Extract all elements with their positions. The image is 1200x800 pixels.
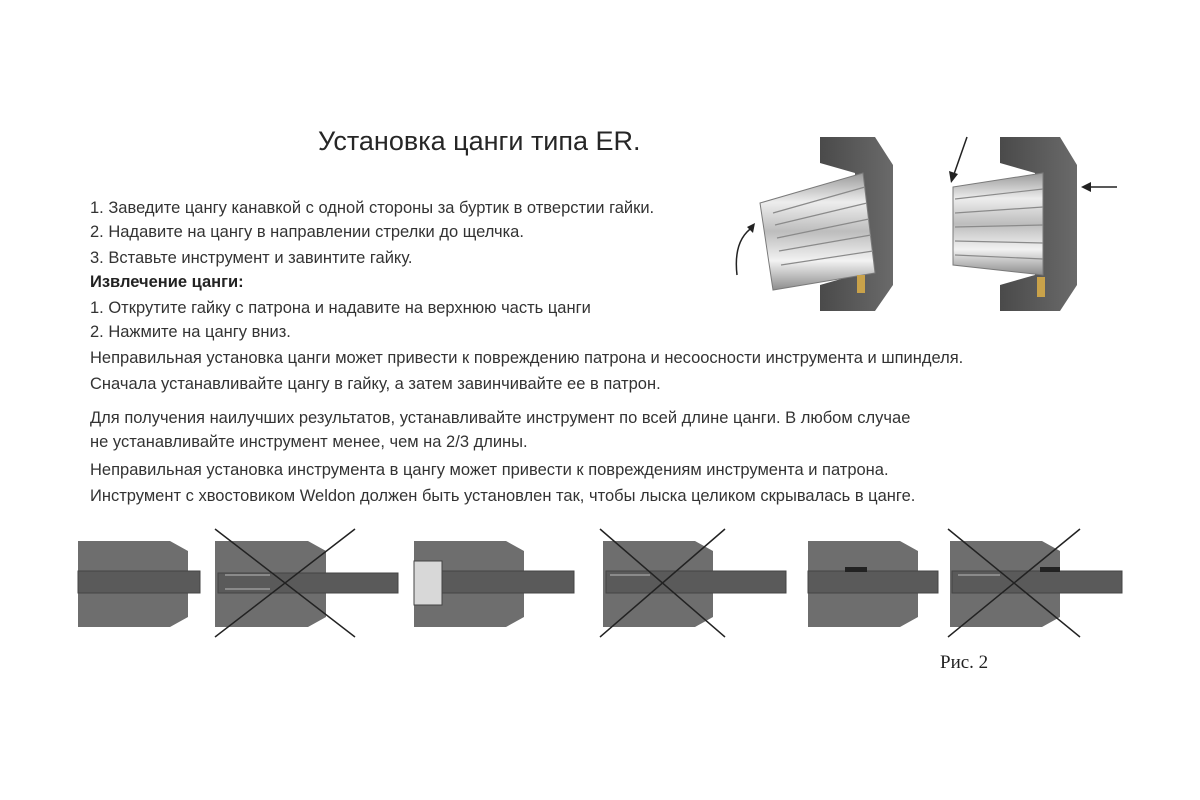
figure-caption: Рис. 2 bbox=[940, 652, 989, 673]
example-correct-hollow bbox=[414, 541, 574, 627]
removal-step-1: 1. Открутите гайку с патрона и надавите на верхнюю часть цанги bbox=[90, 299, 591, 317]
collet-tilted-group bbox=[736, 137, 893, 311]
collet-installation-illustration bbox=[725, 125, 1125, 320]
tool-warning-2: Инструмент с хвостовиком Weldon должен быть установлен так, чтобы лыска целиком скрывалась в цанге. bbox=[90, 487, 916, 505]
best-results-2: не устанавливайте инструмент менее, чем на 2/3 длины. bbox=[90, 433, 528, 451]
example-correct-full-length bbox=[78, 541, 200, 627]
best-results-1: Для получения наилучших результатов, устанавливайте инструмент по всей длине цанги. В любом случае bbox=[90, 409, 911, 427]
example-wrong-short-insertion bbox=[215, 529, 398, 637]
example-wrong-hollow bbox=[600, 529, 786, 637]
removal-step-2: 2. Нажмите на цангу вниз. bbox=[90, 323, 291, 341]
example-correct-weldon bbox=[808, 541, 938, 627]
page-title: Установка цанги типа ER. bbox=[318, 126, 641, 156]
warning-1: Неправильная установка цанги может привести к повреждению патрона и несоосности инструмента и шпинделя. bbox=[90, 349, 964, 367]
tool-warning-1: Неправильная установка инструмента в цангу может привести к повреждениям инструмента и патрона. bbox=[90, 461, 889, 479]
example-wrong-weldon bbox=[948, 529, 1122, 637]
install-step-2: 2. Надавите на цангу в направлении стрелки до щелчка. bbox=[90, 223, 524, 241]
warning-2: Сначала устанавливайте цангу в гайку, а затем завинчивайте ее в патрон. bbox=[90, 375, 661, 393]
diagonal-arrow-icon bbox=[953, 137, 967, 177]
collet-left-icon bbox=[760, 173, 875, 290]
tool-insertion-examples bbox=[70, 525, 1130, 645]
install-step-1: 1. Заведите цангу канавкой с одной стороны за буртик в отверстии гайки. bbox=[90, 199, 655, 217]
removal-heading: Извлечение цанги: bbox=[90, 273, 244, 291]
install-step-3: 3. Вставьте инструмент и завинтите гайку. bbox=[90, 249, 413, 267]
collet-seated-group bbox=[949, 137, 1117, 311]
collet-right-icon bbox=[953, 173, 1043, 275]
curved-arrow-icon bbox=[736, 227, 753, 275]
